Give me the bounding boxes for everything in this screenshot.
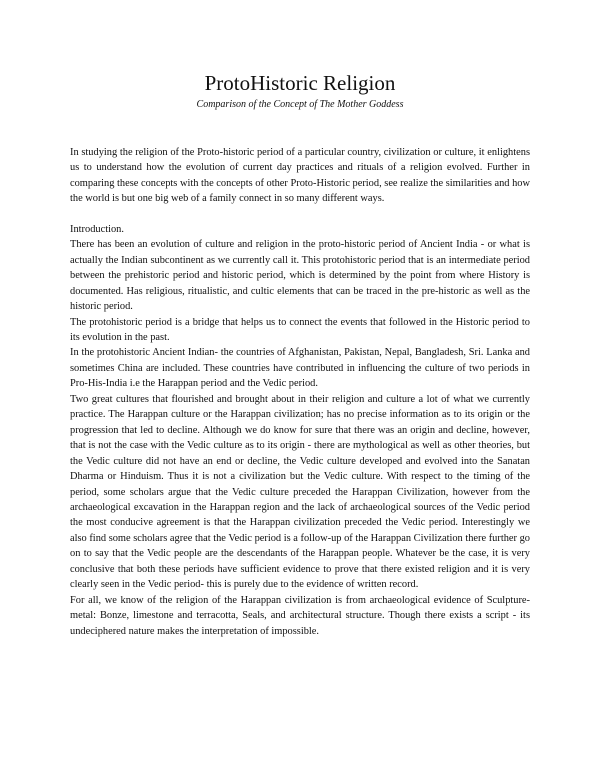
paragraph: For all, we know of the religion of the Harappan civilization is from archaeological evidence of Sculpture- metal: Bonze, limestone and terracotta, Seals, and architectural structure. Though there exists a script - its undeciphered nature makes the interpretation of impossible. bbox=[70, 594, 530, 637]
document-subtitle: Comparison of the Concept of The Mother Goddess bbox=[196, 99, 404, 110]
document-body bbox=[70, 145, 530, 639]
section-heading-introduction: Introduction. bbox=[70, 223, 124, 235]
document-title: ProtoHistoric Religion bbox=[204, 71, 396, 95]
paragraph: In the protohistoric Ancient Indian- the countries of Afghanistan, Pakistan, Nepal, Bangladesh, Sri. Lanka and sometimes China are included. These countries have contributed in influencing the culture of two periods in Pro-His-India i.e the Harappan period and the Vedic period. bbox=[70, 347, 530, 390]
paragraph: There has been an evolution of culture and religion in the proto-historic period of Ancient India - or what is actually the Indian subcontinent as we currently call it. This protohistoric period that is an intermediate period between the prehistoric period and historic period, which is determined by the point from where History is documented. Has religious, ritualistic, and cultic elements that can be traced in the pre-historic as well as the historic period. bbox=[70, 239, 530, 313]
paragraph: The protohistoric period is a bridge that helps us to connect the events that followed in the Historic period to its evolution in the past. bbox=[70, 316, 530, 343]
paragraph: Two great cultures that flourished and brought about in their religion and culture a lot of what we currently practice. The Harappan culture or the Harappan civilization; has no precise information as to its origin or the progression that led to decline. Although we do know for sure that there was an origin and decline, however, that is not the case with the Vedic culture as to its origin - there are mythological as well as other theories, but the Vedic culture did not have an end or decline, the Vedic culture developed and evolved into the Sanatan Dharma or Hinduism. Thus it is not a civilization but the Vedic culture. With respect to the timing of the period, some scholars argue that the Vedic culture preceded the Harappan Civilization, however from the archaeological excavation in the Harappan region and the lack of archaeological sources of the Vedic period the most conducive agreement is that the Harappan civilization preceded the Vedic period. Interestingly we also find some scholars agree that the Vedic period is a follow-up of the Harappan Civilization there further go on to say that the Vedic people are the descendants of the Harappan people. Whatever be the case, it is very conclusive that both these periods have sufficient evidence to prove that there existed religion and it is very clearly seen in the Vedic period- this is purely due to the evidence of written record. bbox=[70, 393, 530, 591]
paragraph-intro: In studying the religion of the Proto-historic period of a particular country, civilization or culture, it enlightens us to understand how the evolution of current day practices and rituals of a religion evolved. Further in comparing these concepts with the concepts of other Proto-Historic period, see realize the similarities and how the world is but one big web of a family connect in so many different ways. bbox=[70, 147, 530, 205]
